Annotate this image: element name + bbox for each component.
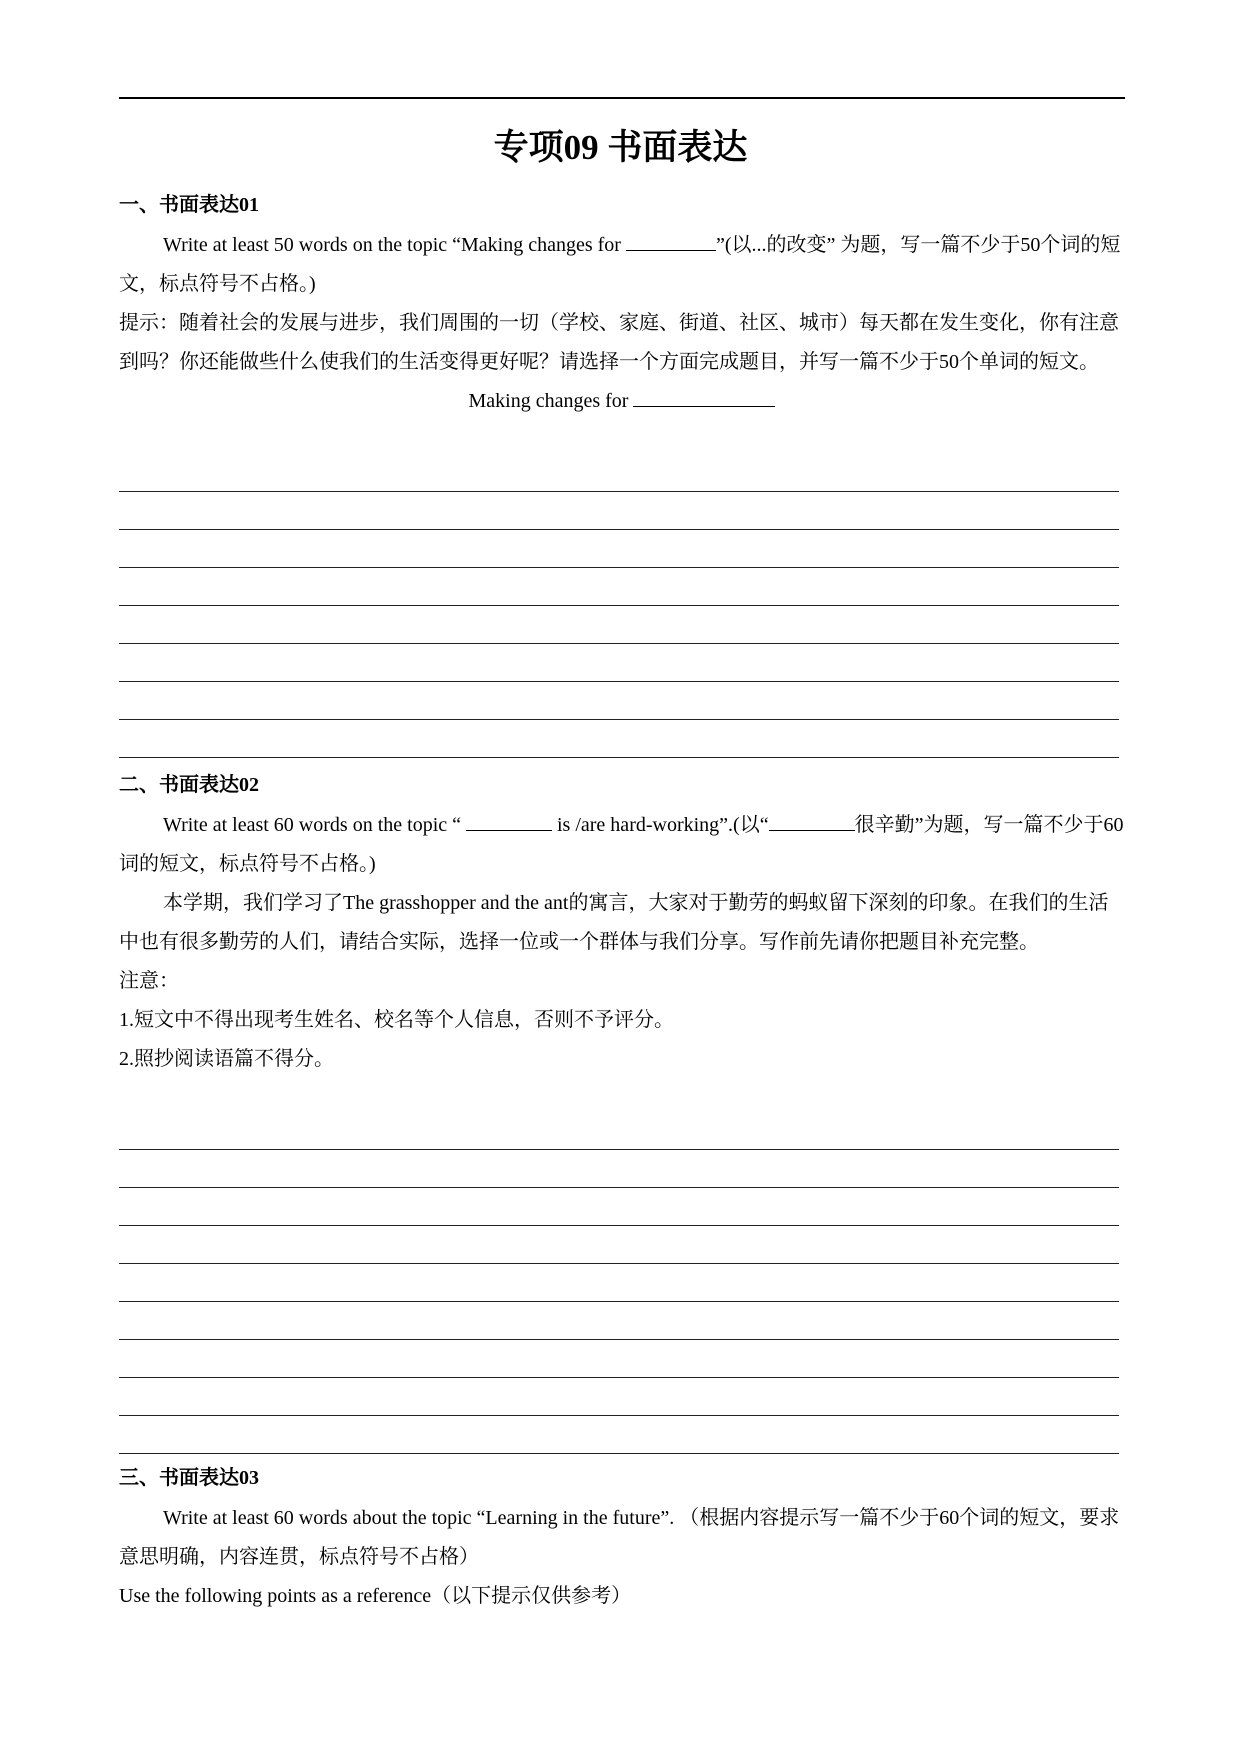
writing-line[interactable] (119, 454, 1119, 492)
section-2-instr-pre: Write at least 60 words on the topic “ (163, 814, 461, 836)
section-1-heading: 一、书面表达01 (119, 194, 259, 216)
section-1-writing-area[interactable] (119, 454, 1119, 758)
writing-line[interactable] (119, 1150, 1119, 1188)
topic-blank[interactable] (626, 228, 716, 251)
section-1-instructions (119, 226, 1125, 304)
writing-line[interactable] (119, 1112, 1119, 1150)
page-title: 专项09 书面表达 (493, 128, 748, 167)
section-2 (119, 770, 1125, 1079)
writing-line[interactable] (119, 682, 1119, 720)
section-1-instr-post: ”(以...的改变” 为题，写一篇不少于50个词的短文，标点符号不占格。) (119, 234, 1121, 295)
writing-line[interactable] (119, 1264, 1119, 1302)
writing-line[interactable] (119, 1302, 1119, 1340)
subject-blank-cn[interactable] (769, 808, 855, 831)
section-2-heading: 二、书面表达02 (119, 774, 259, 796)
writing-line[interactable] (119, 530, 1119, 568)
section-3-heading: 三、书面表达03 (119, 1467, 259, 1489)
section-3-reference: Use the following points as a reference（以下提示仅供参考） (119, 1585, 632, 1607)
section-1 (119, 190, 1125, 421)
writing-line[interactable] (119, 606, 1119, 644)
section-3-instructions: Write at least 60 words about the topic “Learning in the future”. （根据内容提示写一篇不少于60个词的短文，要求意思明确，内容连贯，标点符号不占格） (119, 1507, 1120, 1568)
essay-title-line (119, 382, 1125, 421)
section-1-hint: 提示：随着社会的发展与进步，我们周围的一切（学校、家庭、街道、社区、城市）每天都在发生变化，你有注意到吗？你还能做些什么使我们的生活变得更好呢？请选择一个方面完成题目，并写一篇不少于50个单词的短文。 (119, 312, 1119, 373)
section-2-context: 本学期，我们学习了The grasshopper and the ant的寓言，大家对于勤劳的蚂蚁留下深刻的印象。在我们的生活中也有很多勤劳的人们，请结合实际，选择一位或一个群体与我们分享。写作前先请你把题目补充完整。 (119, 892, 1109, 953)
section-2-instr-mid: is /are hard-working”.(以“ (557, 814, 769, 836)
essay-title-blank[interactable] (633, 384, 775, 407)
essay-title: Making changes for (468, 390, 629, 412)
section-2-instructions (119, 806, 1125, 884)
writing-line[interactable] (119, 492, 1119, 530)
writing-line[interactable] (119, 644, 1119, 682)
writing-line[interactable] (119, 1340, 1119, 1378)
writing-line[interactable] (119, 1226, 1119, 1264)
section-2-instr-post: 很辛勤”为题，写一篇不少于60词的短文，标点符号不占格。) (119, 814, 1124, 875)
writing-line[interactable] (119, 720, 1119, 758)
notes-label: 注意： (119, 970, 179, 992)
writing-line[interactable] (119, 1416, 1119, 1454)
section-2-writing-area[interactable] (119, 1112, 1119, 1454)
section-1-instr-pre: Write at least 50 words on the topic “Making changes for (163, 234, 621, 256)
header-rule (119, 97, 1125, 99)
note-1: 1.短文中不得出现考生姓名、校名等个人信息，否则不予评分。 (119, 1009, 674, 1031)
writing-line[interactable] (119, 568, 1119, 606)
section-3 (119, 1463, 1125, 1616)
writing-line[interactable] (119, 1378, 1119, 1416)
writing-line[interactable] (119, 1188, 1119, 1226)
note-2: 2.照抄阅读语篇不得分。 (119, 1048, 334, 1070)
subject-blank[interactable] (466, 808, 552, 831)
